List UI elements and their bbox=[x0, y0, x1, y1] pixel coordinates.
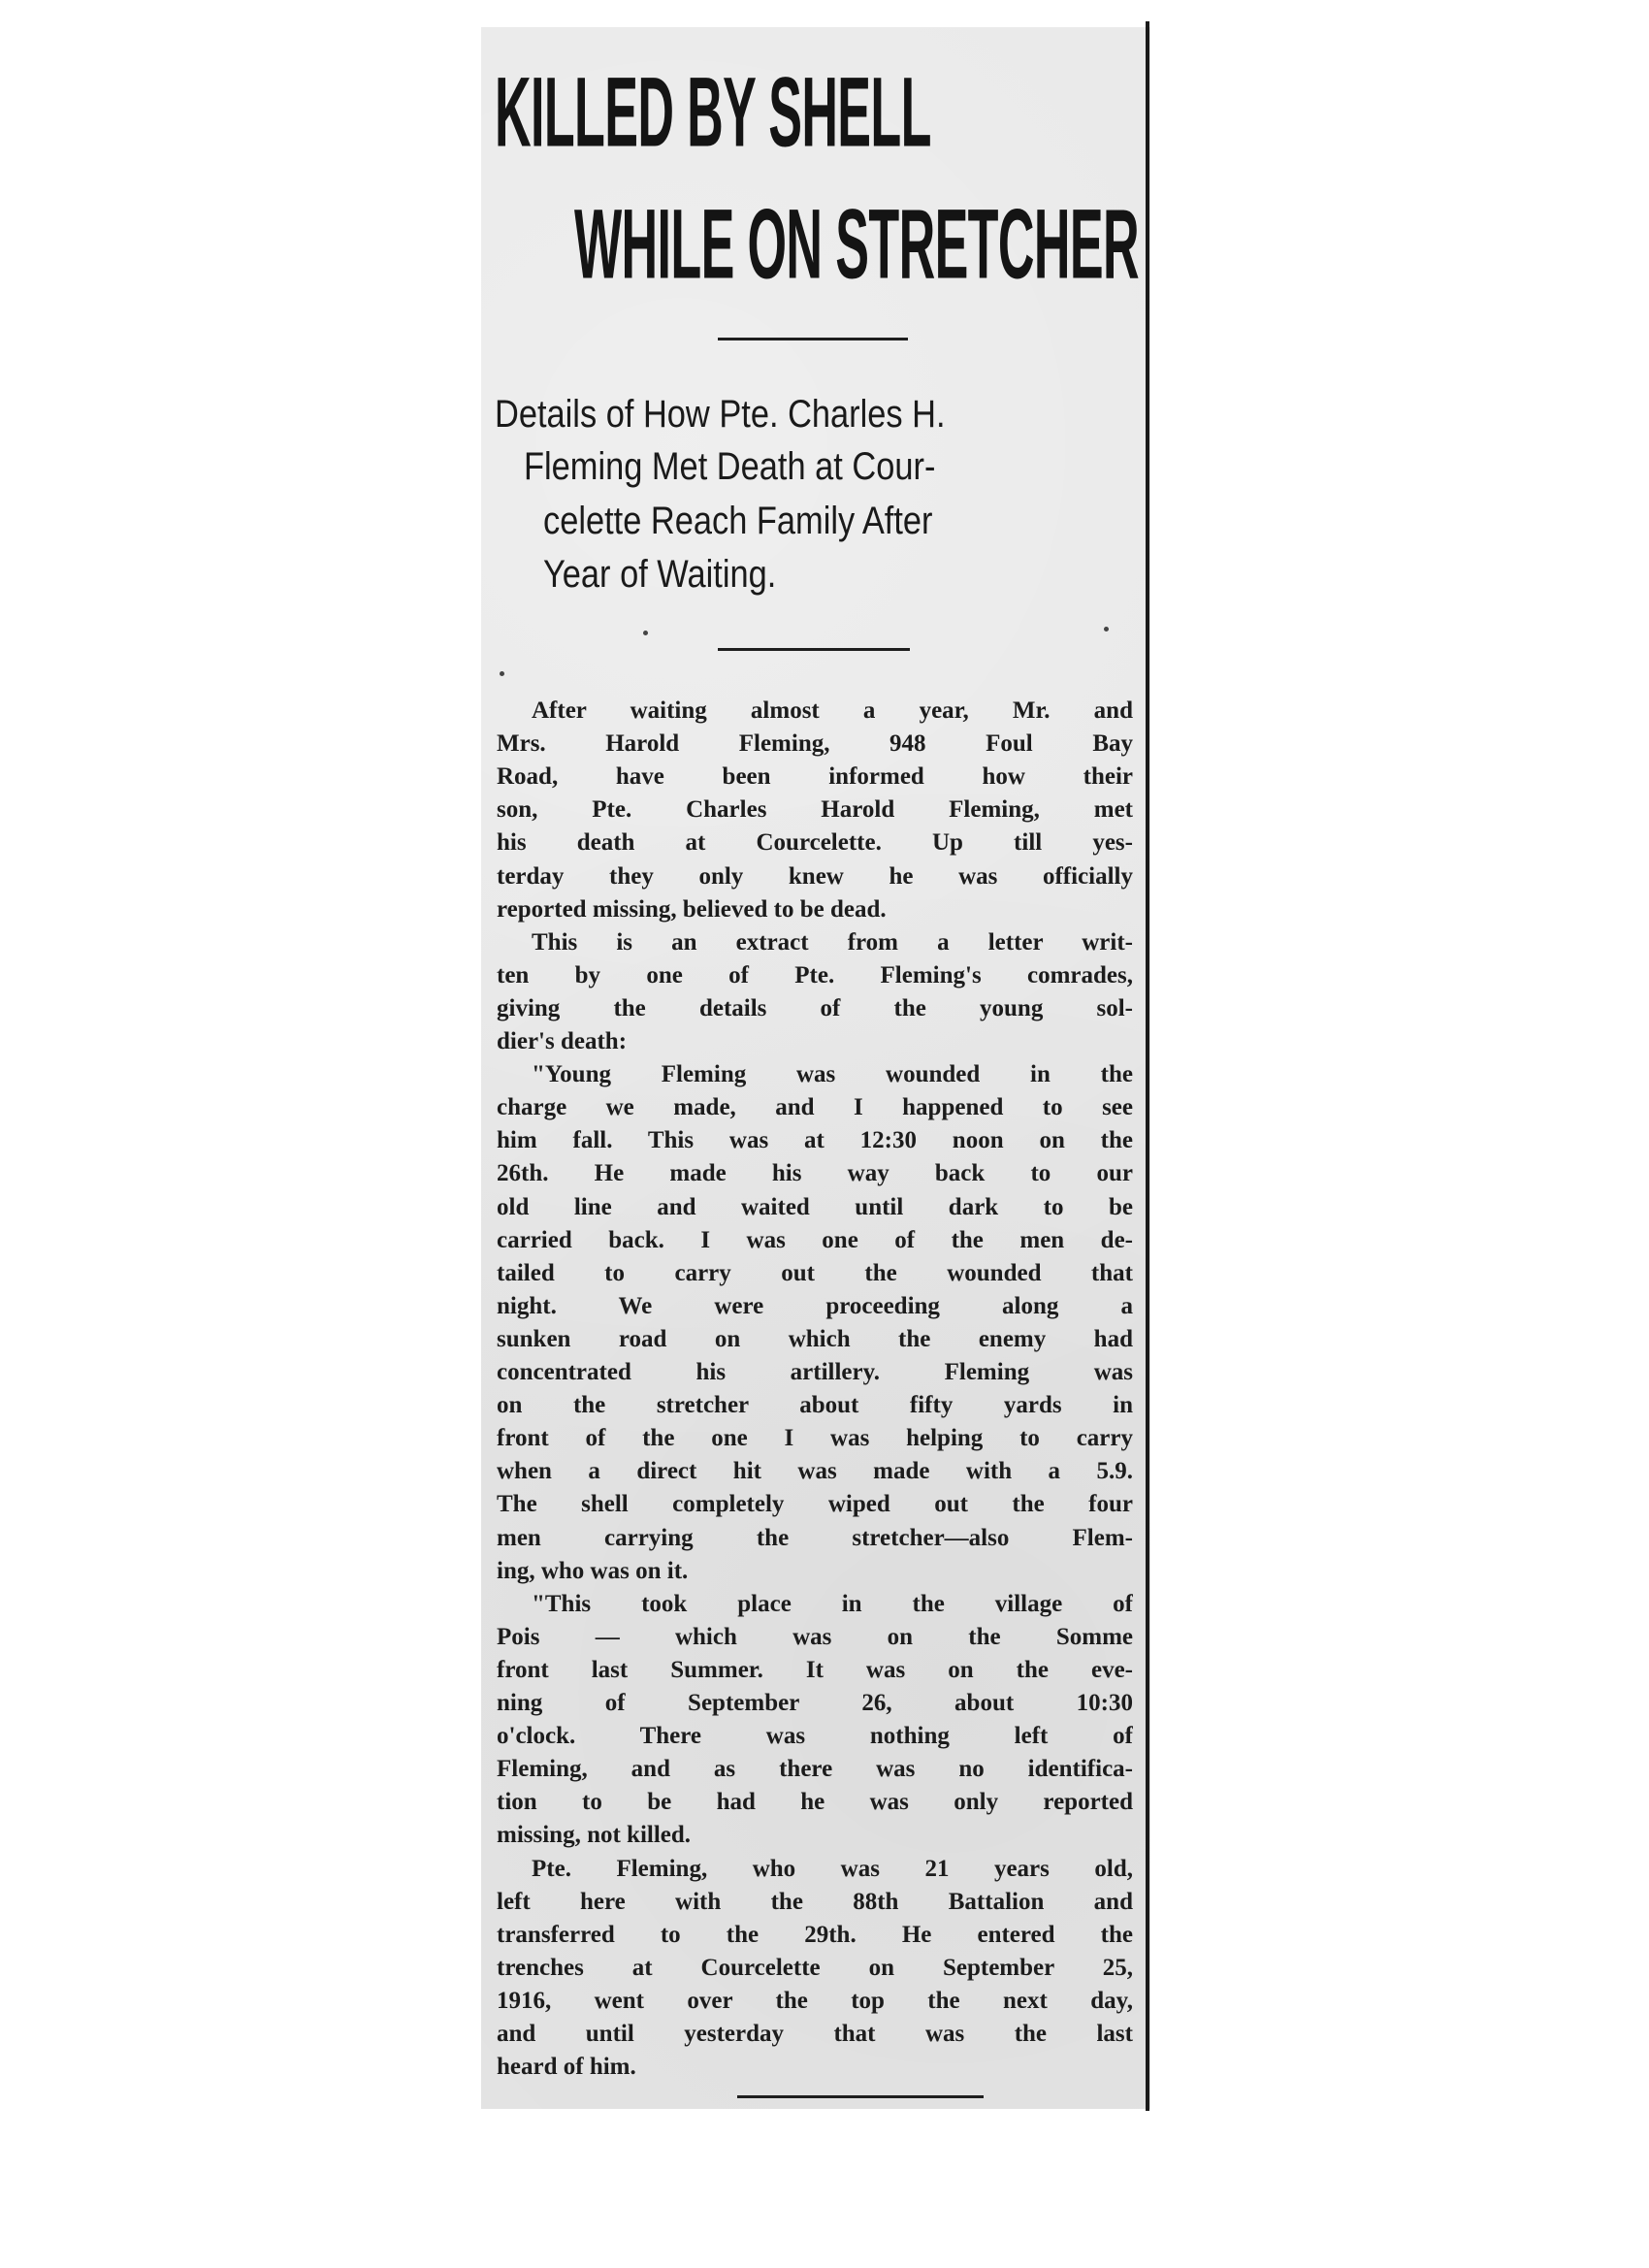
article-line: transferred to the 29th. He entered the bbox=[497, 1921, 1133, 1948]
article-line: After waiting almost a year, Mr. and bbox=[532, 697, 1133, 724]
deck-divider bbox=[718, 648, 910, 651]
print-speck bbox=[500, 671, 504, 676]
article-line: and until yesterday that was the last bbox=[497, 2021, 1133, 2047]
article-line: front of the one I was helping to carry bbox=[497, 1425, 1133, 1452]
article-line: "This took place in the village of bbox=[532, 1590, 1133, 1617]
article-line: ning of September 26, about 10:30 bbox=[497, 1690, 1133, 1716]
print-speck bbox=[1104, 627, 1109, 632]
article-line: Mrs. Harold Fleming, 948 Foul Bay bbox=[497, 730, 1133, 758]
article-line: tion to be had he was only reported bbox=[497, 1789, 1133, 1816]
article-line: reported missing, believed to be dead. bbox=[497, 895, 887, 923]
article-line: This is an extract from a letter writ- bbox=[532, 928, 1133, 956]
article-line: giving the details of the young sol- bbox=[497, 994, 1133, 1021]
article-line: night. We were proceeding along a bbox=[497, 1292, 1133, 1319]
article-line: 1916, went over the top the next day, bbox=[497, 1987, 1133, 2014]
article-line: ten by one of Pte. Fleming's comrades, bbox=[497, 961, 1133, 988]
article-line: carried back. I was one of the men de- bbox=[497, 1226, 1133, 1253]
article-line: when a direct hit was made with a 5.9. bbox=[497, 1458, 1133, 1485]
article-line: son, Pte. Charles Harold Fleming, met bbox=[497, 796, 1133, 824]
article-line: "Young Fleming was wounded in the bbox=[532, 1061, 1133, 1088]
article-line: dier's death: bbox=[497, 1028, 628, 1054]
article-line: terday they only knew he was officially bbox=[497, 862, 1133, 890]
article-line: Road, have been informed how their bbox=[497, 763, 1133, 791]
end-divider bbox=[737, 2095, 984, 2098]
article-line: trenches at Courcelette on September 25, bbox=[497, 1954, 1133, 1981]
article-line: 26th. He made his way back to our bbox=[497, 1160, 1133, 1187]
article-line: o'clock. There was nothing left of bbox=[497, 1723, 1133, 1750]
article-line: him fall. This was at 12:30 noon on the bbox=[497, 1127, 1133, 1154]
article-line: sunken road on which the enemy had bbox=[497, 1325, 1133, 1352]
article-line: The shell completely wiped out the four bbox=[497, 1491, 1133, 1518]
deck-line: celette Reach Family After bbox=[543, 500, 933, 542]
article-line: heard of him. bbox=[497, 2054, 636, 2081]
print-speck bbox=[643, 631, 648, 635]
headline-divider bbox=[718, 338, 908, 340]
article-line: on the stretcher about fifty yards in bbox=[497, 1392, 1133, 1419]
article-line: concentrated his artillery. Fleming was bbox=[497, 1359, 1133, 1385]
article-line: ing, who was on it. bbox=[497, 1557, 689, 1584]
article-line: Pte. Fleming, who was 21 years old, bbox=[532, 1855, 1133, 1882]
article-line: left here with the 88th Battalion and bbox=[497, 1888, 1133, 1915]
headline-line-2: WHILE ON STRETCHER bbox=[574, 187, 1139, 300]
deck-line: Year of Waiting. bbox=[543, 553, 777, 596]
article-line: charge we made, and I happened to see bbox=[497, 1094, 1133, 1121]
article-line: missing, not killed. bbox=[497, 1822, 692, 1849]
deck-line: Fleming Met Death at Cour- bbox=[524, 445, 936, 488]
article-line: old line and waited until dark to be bbox=[497, 1193, 1133, 1220]
article-line: Fleming, and as there was no identifica- bbox=[497, 1756, 1133, 1783]
article-line: Pois — which was on the Somme bbox=[497, 1623, 1133, 1650]
article-line: his death at Courcelette. Up till yes- bbox=[497, 829, 1133, 857]
deck-line: Details of How Pte. Charles H. bbox=[495, 393, 946, 436]
article-line: front last Summer. It was on the eve- bbox=[497, 1656, 1133, 1683]
article-line: men carrying the stretcher—also Flem- bbox=[497, 1524, 1133, 1551]
article-line: tailed to carry out the wounded that bbox=[497, 1259, 1133, 1286]
column-rule bbox=[1146, 21, 1149, 2111]
headline-line-1: KILLED BY SHELL bbox=[495, 55, 931, 168]
